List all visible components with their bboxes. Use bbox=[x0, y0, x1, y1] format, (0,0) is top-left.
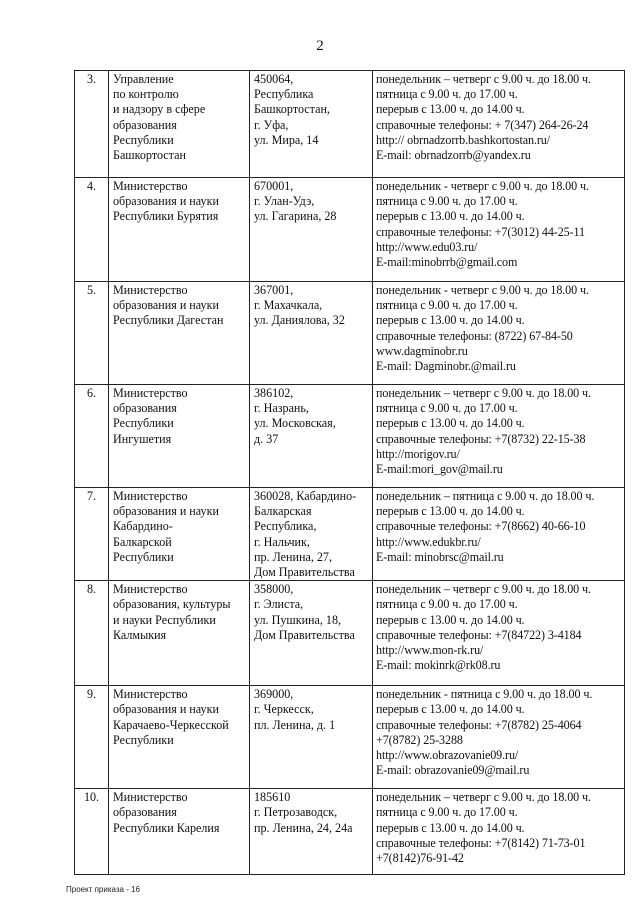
address-cell bbox=[250, 488, 373, 581]
row-number: 10. bbox=[75, 789, 109, 875]
organization-line: Министерство bbox=[113, 582, 188, 597]
schedule-line: справочные телефоны: + 7(347) 264-26-24 bbox=[376, 117, 589, 132]
address-line: 369000, bbox=[254, 687, 294, 702]
organization-line: Министерство bbox=[113, 489, 188, 503]
schedule-line: пятница с 9.00 ч. до 17.00 ч. bbox=[376, 805, 518, 820]
address-line: Дом Правительства bbox=[254, 627, 355, 642]
address-line: г. Улан-Удэ, bbox=[254, 194, 315, 209]
organization-cell bbox=[109, 282, 250, 385]
schedule-line: пятница с 9.00 ч. до 17.00 ч. bbox=[376, 194, 518, 209]
schedule-line: справочные телефоны: +7(8142) 71-73-01 bbox=[376, 835, 586, 850]
table-row bbox=[75, 71, 625, 178]
address-cell bbox=[250, 686, 373, 789]
organization-line: Ингушетия bbox=[113, 431, 172, 446]
address-line: д. 37 bbox=[254, 431, 279, 446]
schedule-cell bbox=[373, 581, 625, 686]
row-number: 9. bbox=[75, 686, 109, 789]
schedule-line: понедельник - четверг с 9.00 ч. до 18.00 ч. bbox=[376, 283, 589, 297]
schedule-line: понедельник – четверг с 9.00 ч. до 18.00 ч. bbox=[376, 72, 591, 86]
organization-cell bbox=[109, 488, 250, 581]
address-line: ул. Мира, 14 bbox=[254, 132, 319, 147]
schedule-line: перерыв с 13.00 ч. до 14.00 ч. bbox=[376, 416, 525, 431]
schedule-line: справочные телефоны: (8722) 67-84-50 bbox=[376, 328, 573, 343]
organization-cell bbox=[109, 71, 250, 178]
schedule-line: понедельник – четверг с 9.00 ч. до 18.00 ч. bbox=[376, 386, 591, 400]
footer-note: Проект приказа - 16 bbox=[66, 885, 140, 894]
schedule-line: перерыв с 13.00 ч. до 14.00 ч. bbox=[376, 102, 525, 117]
schedule-line: пятница с 9.00 ч. до 17.00 ч. bbox=[376, 298, 518, 313]
address-line: Республика, bbox=[254, 519, 317, 534]
address-cell bbox=[250, 385, 373, 488]
schedule-cell bbox=[373, 178, 625, 282]
table-row bbox=[75, 385, 625, 488]
table-row bbox=[75, 686, 625, 789]
schedule-line: http:// obrnadzorrb.bashkortostan.ru/ bbox=[376, 132, 550, 147]
address-line: 670001, bbox=[254, 179, 294, 193]
organization-cell bbox=[109, 686, 250, 789]
address-line: Республика bbox=[254, 87, 314, 102]
institutions-table bbox=[74, 70, 625, 875]
schedule-line: перерыв с 13.00 ч. до 14.00 ч. bbox=[376, 612, 525, 627]
schedule-line: понедельник – четверг с 9.00 ч. до 18.00 ч. bbox=[376, 790, 591, 805]
organization-line: Министерство bbox=[113, 386, 188, 400]
organization-line: Управление bbox=[113, 72, 174, 86]
schedule-line: перерыв с 13.00 ч. до 14.00 ч. bbox=[376, 209, 525, 224]
schedule-line: пятница с 9.00 ч. до 17.00 ч. bbox=[376, 401, 518, 416]
address-line: г. Нальчик, bbox=[254, 534, 310, 549]
schedule-line: понедельник – пятница с 9.00 ч. до 18.00 ч. bbox=[376, 489, 595, 503]
organization-line: образования и науки bbox=[113, 702, 219, 717]
organization-line: Республики Бурятия bbox=[113, 209, 219, 224]
schedule-line: справочные телефоны: +7(8782) 25-4064 bbox=[376, 717, 582, 732]
organization-line: образования и науки bbox=[113, 194, 219, 209]
row-number: 8. bbox=[75, 581, 109, 686]
schedule-line: E-mail: mokinrk@rk08.ru bbox=[376, 658, 501, 673]
schedule-line: +7(8142)76-91-42 bbox=[376, 851, 464, 866]
organization-line: Республики bbox=[113, 416, 174, 431]
organization-line: Калмыкия bbox=[113, 627, 167, 642]
page-number: 2 bbox=[316, 38, 324, 54]
address-line: г. Петрозаводск, bbox=[254, 805, 338, 820]
schedule-line: справочные телефоны: +7(84722) 3-4184 bbox=[376, 627, 582, 642]
address-line: ул. Гагарина, 28 bbox=[254, 209, 337, 224]
schedule-line: справочные телефоны: +7(8732) 22-15-38 bbox=[376, 431, 586, 446]
table-row bbox=[75, 581, 625, 686]
row-number: 6. bbox=[75, 385, 109, 488]
address-line: Дом Правительства bbox=[254, 565, 355, 580]
organization-line: образования bbox=[113, 117, 177, 132]
address-line: 367001, bbox=[254, 283, 294, 297]
organization-cell bbox=[109, 178, 250, 282]
schedule-line: перерыв с 13.00 ч. до 14.00 ч. bbox=[376, 313, 525, 328]
address-line: 358000, bbox=[254, 582, 294, 597]
schedule-line: пятница с 9.00 ч. до 17.00 ч. bbox=[376, 597, 518, 612]
schedule-cell bbox=[373, 789, 625, 875]
address-cell bbox=[250, 178, 373, 282]
organization-line: Карачаево-Черкесской bbox=[113, 717, 229, 732]
schedule-line: E-mail: Dagminobr.@mail.ru bbox=[376, 359, 516, 374]
schedule-line: http://www.obrazovanie09.ru/ bbox=[376, 748, 519, 763]
schedule-line: www.dagminobr.ru bbox=[376, 343, 468, 358]
address-line: ул. Даниялова, 32 bbox=[254, 313, 345, 328]
schedule-line: http://morigov.ru/ bbox=[376, 446, 460, 461]
organization-line: образования и науки bbox=[113, 298, 219, 313]
schedule-line: перерыв с 13.00 ч. до 14.00 ч. bbox=[376, 702, 525, 717]
organization-line: Министерство bbox=[113, 283, 188, 297]
address-line: Башкортостан, bbox=[254, 102, 330, 117]
schedule-line: E-mail:minobrrb@gmail.com bbox=[376, 255, 518, 270]
organization-line: Республики Дагестан bbox=[113, 313, 224, 328]
organization-line: Республики bbox=[113, 132, 174, 147]
organization-line: образования bbox=[113, 805, 177, 820]
organization-line: Республики Карелия bbox=[113, 820, 220, 835]
organization-line: образования, культуры bbox=[113, 597, 231, 612]
schedule-line: пятница с 9.00 ч. до 17.00 ч. bbox=[376, 87, 518, 102]
address-line: пр. Ленина, 24, 24а bbox=[254, 820, 353, 835]
organization-line: Республики bbox=[113, 732, 174, 747]
schedule-cell bbox=[373, 385, 625, 488]
organization-line: Министерство bbox=[113, 179, 188, 193]
address-line: г. Черкесск, bbox=[254, 702, 314, 717]
schedule-line: E-mail:mori_gov@mail.ru bbox=[376, 462, 503, 477]
row-number: 5. bbox=[75, 282, 109, 385]
address-line: пл. Ленина, д. 1 bbox=[254, 717, 336, 732]
address-line: г. Махачкала, bbox=[254, 298, 323, 313]
address-cell bbox=[250, 581, 373, 686]
schedule-cell bbox=[373, 282, 625, 385]
organization-line: и надзору в сфере bbox=[113, 102, 206, 117]
organization-cell bbox=[109, 581, 250, 686]
address-cell bbox=[250, 282, 373, 385]
organization-line: по контролю bbox=[113, 87, 179, 102]
schedule-line: E-mail: obrazovanie09@mail.ru bbox=[376, 763, 530, 778]
table-row bbox=[75, 488, 625, 581]
organization-line: Балкарской bbox=[113, 534, 172, 549]
schedule-line: E-mail: obrnadzorrb@yandex.ru bbox=[376, 148, 531, 163]
schedule-line: перерыв с 13.00 ч. до 14.00 ч. bbox=[376, 820, 525, 835]
schedule-line: http://www.edukbr.ru/ bbox=[376, 534, 481, 549]
address-line: 185610 bbox=[254, 790, 291, 805]
schedule-line: перерыв с 13.00 ч. до 14.00 ч. bbox=[376, 504, 525, 519]
address-line: 360028, Кабардино- bbox=[254, 489, 357, 503]
organization-cell bbox=[109, 385, 250, 488]
row-number: 4. bbox=[75, 178, 109, 282]
organization-line: Министерство bbox=[113, 687, 188, 702]
schedule-cell bbox=[373, 686, 625, 789]
organization-line: образования bbox=[113, 401, 177, 416]
schedule-line: справочные телефоны: +7(8662) 40-66-10 bbox=[376, 519, 586, 534]
schedule-cell bbox=[373, 488, 625, 581]
organization-line: Республики bbox=[113, 549, 174, 564]
organization-line: Башкортостан bbox=[113, 148, 186, 163]
table-row bbox=[75, 282, 625, 385]
address-cell bbox=[250, 71, 373, 178]
schedule-line: http://www.mon-rk.ru/ bbox=[376, 643, 484, 658]
schedule-line: понедельник - пятница с 9.00 ч. до 18.00 ч. bbox=[376, 687, 593, 702]
address-cell bbox=[250, 789, 373, 875]
schedule-line: справочные телефоны: +7(3012) 44-25-11 bbox=[376, 224, 585, 239]
organization-line: Кабардино- bbox=[113, 519, 173, 534]
address-line: ул. Московская, bbox=[254, 416, 336, 431]
address-line: г. Назрань, bbox=[254, 401, 309, 416]
schedule-line: http://www.edu03.ru/ bbox=[376, 239, 478, 254]
address-line: ул. Пушкина, 18, bbox=[254, 612, 342, 627]
table-row bbox=[75, 178, 625, 282]
organization-line: и науки Республики bbox=[113, 612, 216, 627]
address-line: 386102, bbox=[254, 386, 294, 400]
schedule-line: понедельник - четверг с 9.00 ч. до 18.00 ч. bbox=[376, 179, 589, 193]
organization-cell bbox=[109, 789, 250, 875]
address-line: г. Уфа, bbox=[254, 117, 289, 132]
row-number: 3. bbox=[75, 71, 109, 178]
row-number: 7. bbox=[75, 488, 109, 581]
schedule-cell bbox=[373, 71, 625, 178]
address-line: г. Элиста, bbox=[254, 597, 304, 612]
schedule-line: +7(8782) 25-3288 bbox=[376, 732, 463, 747]
address-line: Балкарская bbox=[254, 504, 312, 519]
organization-line: Министерство bbox=[113, 790, 188, 805]
organization-line: образования и науки bbox=[113, 504, 219, 519]
schedule-line: E-mail: minobrsc@mail.ru bbox=[376, 549, 504, 564]
address-line: пр. Ленина, 27, bbox=[254, 549, 333, 564]
address-line: 450064, bbox=[254, 72, 294, 86]
table-row bbox=[75, 789, 625, 875]
schedule-line: понедельник – четверг с 9.00 ч. до 18.00 ч. bbox=[376, 582, 591, 597]
